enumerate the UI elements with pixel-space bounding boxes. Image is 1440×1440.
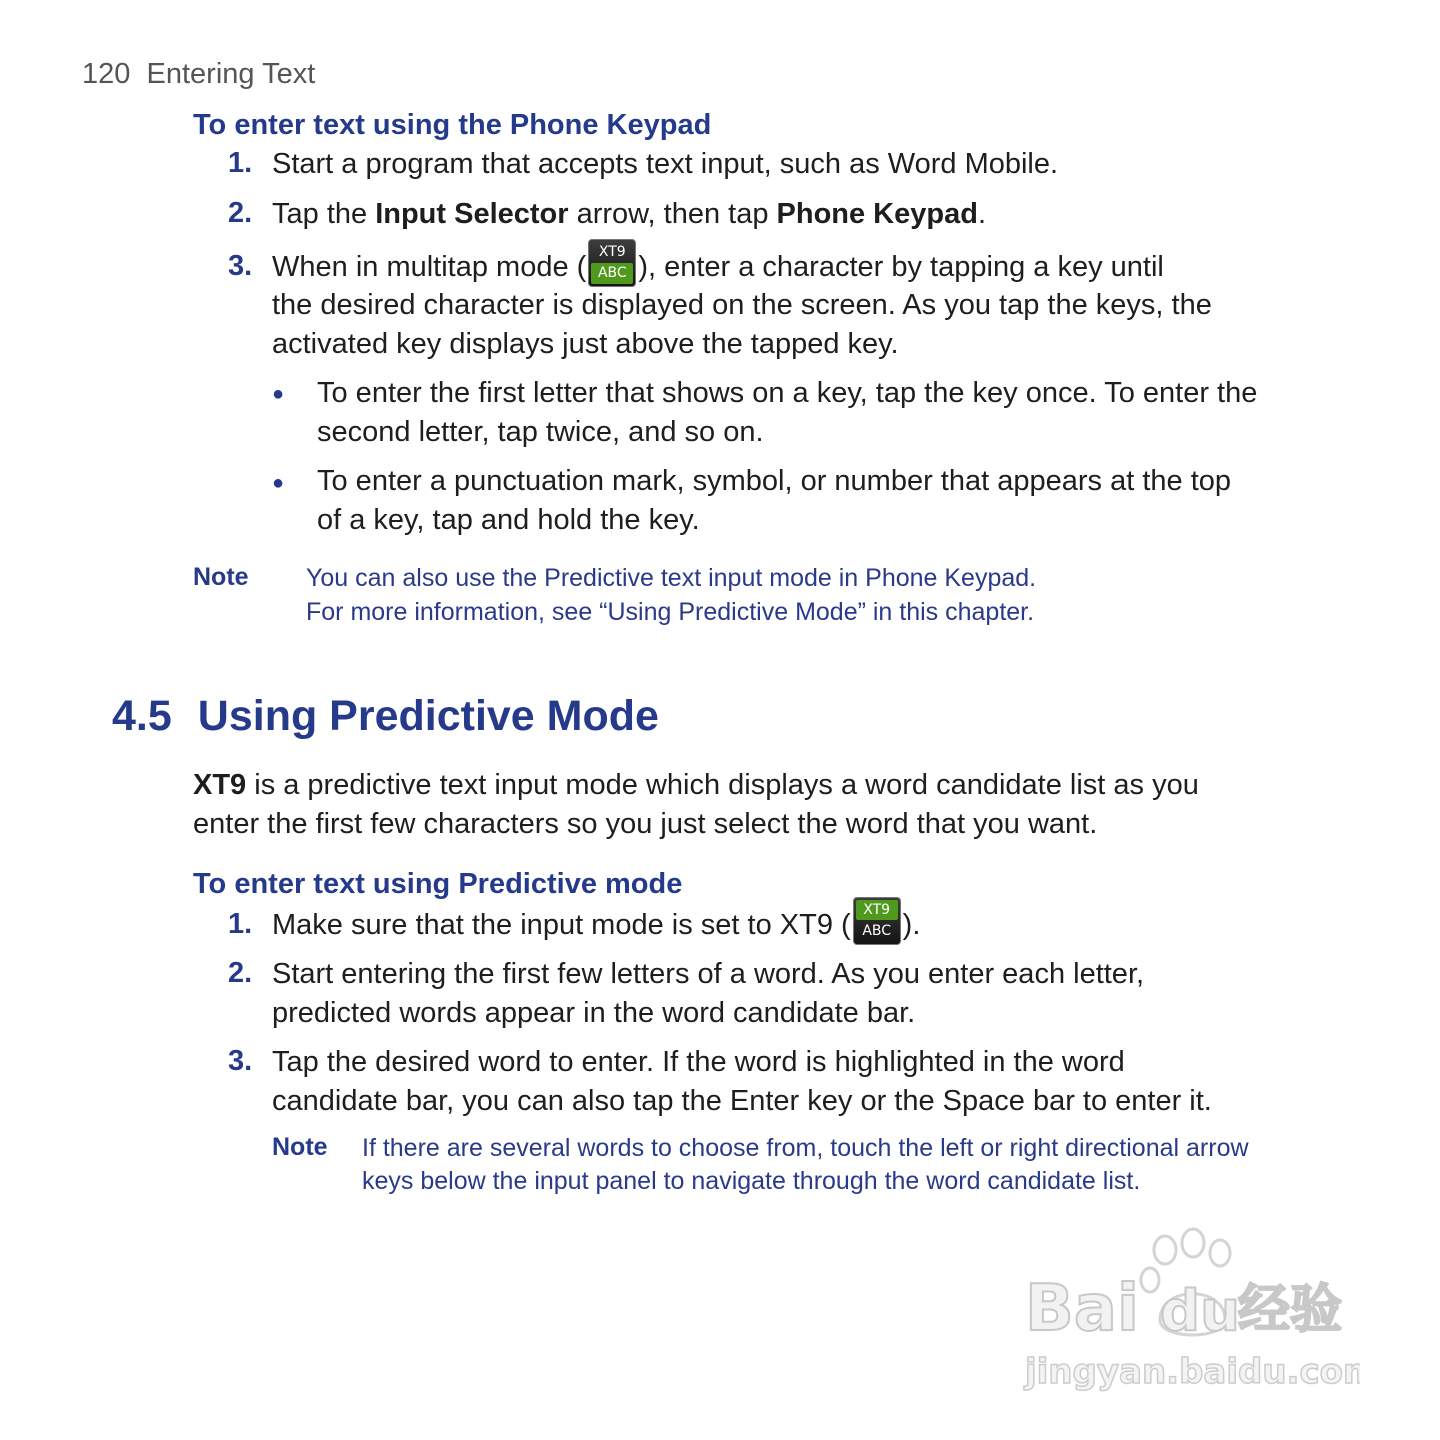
bullet-dot: ● (272, 383, 285, 405)
note-text: For more information, see “Using Predictive Mode” in this chapter. (306, 598, 1035, 626)
bullet-text: To enter the first letter that shows on a key, tap the key once. To enter the (317, 377, 1258, 409)
step-text: When in multitap mode ( XT9 ABC ), enter a character by tapping a key until (272, 248, 1164, 287)
step-number: 3. (228, 250, 253, 282)
predictive-heading: To enter text using Predictive mode (193, 868, 683, 900)
step-text: Make sure that the input mode is set to XT9 ( XT9 ABC ). (272, 906, 920, 945)
bullet-dot: ● (272, 472, 285, 494)
page-header-title: Entering Text (146, 58, 316, 90)
step-text: Tap the Input Selector arrow, then tap Phone Keypad. (272, 198, 987, 230)
section-intro: XT9 is a predictive text input mode which displays a word candidate list as you (193, 769, 1199, 801)
note-label: Note (193, 563, 249, 591)
step-number: 2. (228, 197, 253, 229)
svg-text:jingyan.baidu.com: jingyan.baidu.com (1025, 1352, 1360, 1392)
note-label: Note (272, 1133, 328, 1161)
step-text: Tap the desired word to enter. If the word is highlighted in the word (272, 1046, 1125, 1078)
bullet-text: To enter a punctuation mark, symbol, or number that appears at the top (317, 465, 1232, 497)
step-text-line: candidate bar, you can also tap the Enter key or the Space bar to enter it. (272, 1085, 1212, 1117)
xt9-term: XT9 (193, 769, 247, 801)
svg-text:du: du (1160, 1279, 1240, 1344)
step-text-line: predicted words appear in the word candidate bar. (272, 997, 916, 1029)
section-title (112, 692, 659, 741)
phone-keypad-heading: To enter text using the Phone Keypad (193, 109, 712, 141)
page-number: 120 (82, 58, 131, 90)
step-number: 1. (228, 147, 253, 179)
svg-text:Bai: Bai (1025, 1272, 1139, 1346)
note-text: keys below the input panel to navigate through the word candidate list. (362, 1167, 1141, 1195)
page-header (82, 58, 315, 91)
step-text: Start a program that accepts text input, such as Word Mobile. (272, 148, 1059, 180)
multitap-mode-icon: XT9 ABC (588, 239, 636, 287)
svg-text:经验: 经验 (1238, 1280, 1343, 1340)
step-text: Start entering the first few letters of a word. As you enter each letter, (272, 958, 1145, 990)
xt9-mode-icon: XT9 ABC (853, 897, 901, 945)
step-number: 2. (228, 957, 253, 989)
bullet-text: second letter, tap twice, and so on. (317, 416, 764, 448)
section-title-text: Using Predictive Mode (197, 692, 659, 740)
bullet-text: of a key, tap and hold the key. (317, 504, 700, 536)
step-number: 1. (228, 908, 253, 940)
step-number: 3. (228, 1045, 253, 1077)
note-text: You can also use the Predictive text input mode in Phone Keypad. (306, 564, 1037, 592)
section-intro-line: enter the first few characters so you just select the word that you want. (193, 808, 1098, 840)
baidu-watermark (1010, 1225, 1360, 1405)
input-selector-term: Input Selector (375, 198, 569, 230)
step-text-line: activated key displays just above the tapped key. (272, 328, 899, 360)
baidu-paw-logo-icon (1010, 1225, 1360, 1405)
note-text: If there are several words to choose from, touch the left or right directional arrow (362, 1134, 1249, 1162)
step-text-line: the desired character is displayed on the screen. As you tap the keys, the (272, 289, 1212, 321)
section-number: 4.5 (112, 692, 172, 740)
phone-keypad-term: Phone Keypad (776, 198, 978, 230)
